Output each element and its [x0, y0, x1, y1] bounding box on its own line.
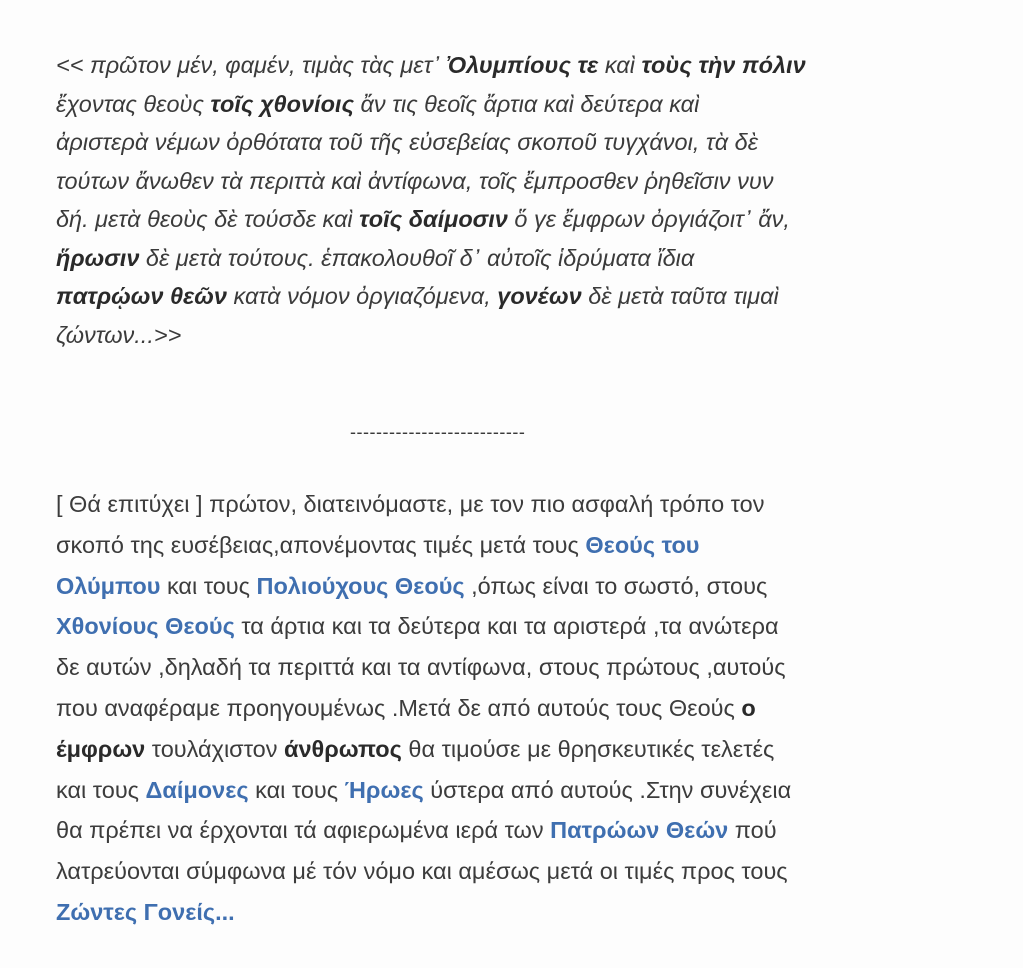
- quote-line-5: δή. μετὰ θεοὺς δὲ τούσδε καὶ τοῖς δαίμοσιν ὅ γε ἔμφρων ὀργιάζοιτ᾽ ἄν,: [56, 206, 790, 232]
- translation-line-5: δε αυτών ,δηλαδή τα περιττά και τα αντίφωνα, στους πρώτους ,αυτούς: [56, 654, 786, 681]
- translation-line-7: έμφρων τουλάχιστον άνθρωπος θα τιμούσε με θρησκευτικές τελετές: [56, 735, 775, 762]
- quote-line-8: ζώντων...>>: [56, 321, 182, 348]
- term-living-parents: Ζώντες Γονείς...: [56, 898, 235, 925]
- term-city-gods: Πολιούχους Θεούς: [256, 572, 465, 599]
- ancient-greek-quote: [56, 46, 976, 354]
- quote-line-3: ἀριστερὰ νέμων ὀρθότατα τοῦ τῆς εὐσεβείας σκοποῦ τυγχάνοι, τὰ δὲ: [56, 129, 759, 155]
- translation-line-9: θα πρέπει να έρχονται τά αφιερωμένα ιερά των Πατρώων Θεών πού: [56, 817, 777, 844]
- translation-line-8: και τους Δαίμονες και τους Ήρωες ύστερα από αυτούς .Στην συνέχεια: [56, 776, 792, 803]
- term-olympus: Ολύμπου: [56, 572, 161, 599]
- quote-line-7: πατρῴων θεῶν κατὰ νόμον ὀργιαζόμενα, γονέων δὲ μετὰ ταῦτα τιμαὶ: [56, 283, 779, 309]
- translation-line-2: σκοπό της ευσέβειας,απονέμοντας τιμές μετά τους Θεούς του: [56, 531, 700, 558]
- translation-line-6: που αναφέραμε προηγουμένως .Μετά δε από αυτούς τους Θεούς ο: [56, 694, 756, 721]
- modern-greek-translation: [56, 484, 986, 933]
- quote-line-4: τούτων ἄνωθεν τὰ περιττὰ καὶ ἀντίφωνα, τοῖς ἔμπροσθεν ῥηθεῖσιν νυν: [56, 167, 774, 194]
- term-chthonic-gods: Χθονίους Θεούς: [56, 613, 235, 640]
- section-divider: ---------------------------: [350, 422, 526, 442]
- translation-line-1: [ Θά επιτύχει ] πρώτον, διατεινόμαστε, με τον πιο ασφαλή τρόπο τον: [56, 491, 765, 517]
- term-heroes: Ήρωες: [344, 776, 424, 803]
- quote-line-2: ἔχοντας θεοὺς τοῖς χθονίοις ἄν τις θεοῖς ἄρτια καὶ δεύτερα καὶ: [56, 90, 700, 117]
- term-ancestral-gods: Πατρώων Θεών: [550, 817, 729, 844]
- quote-line-6: ἥρωσιν δὲ μετὰ τούτους. ἑπακολουθοῖ δ᾽ αὐτοῖς ἱδρύματα ἴδια: [56, 244, 695, 271]
- translation-line-11: [56, 892, 986, 933]
- translation-line-10: λατρεύονται σύμφωνα μέ τόν νόμο και αμέσως μετά οι τιμές προς τους: [56, 858, 788, 885]
- term-daemons: Δαίμονες: [145, 776, 249, 803]
- quote-line-1: << πρῶτον μέν, φαμέν, τιμὰς τὰς μετ᾽ Ὀλυμπίους τε καὶ τοὺς τὴν πόλιν: [56, 52, 806, 78]
- translation-line-4: Χθονίους Θεούς τα άρτια και τα δεύτερα και τα αριστερά ,τα ανώτερα: [56, 613, 779, 640]
- term-olympian-gods: Θεούς του: [585, 531, 700, 558]
- translation-line-3: Ολύμπου και τους Πολιούχους Θεούς ,όπως είναι το σωστό, στους: [56, 572, 768, 599]
